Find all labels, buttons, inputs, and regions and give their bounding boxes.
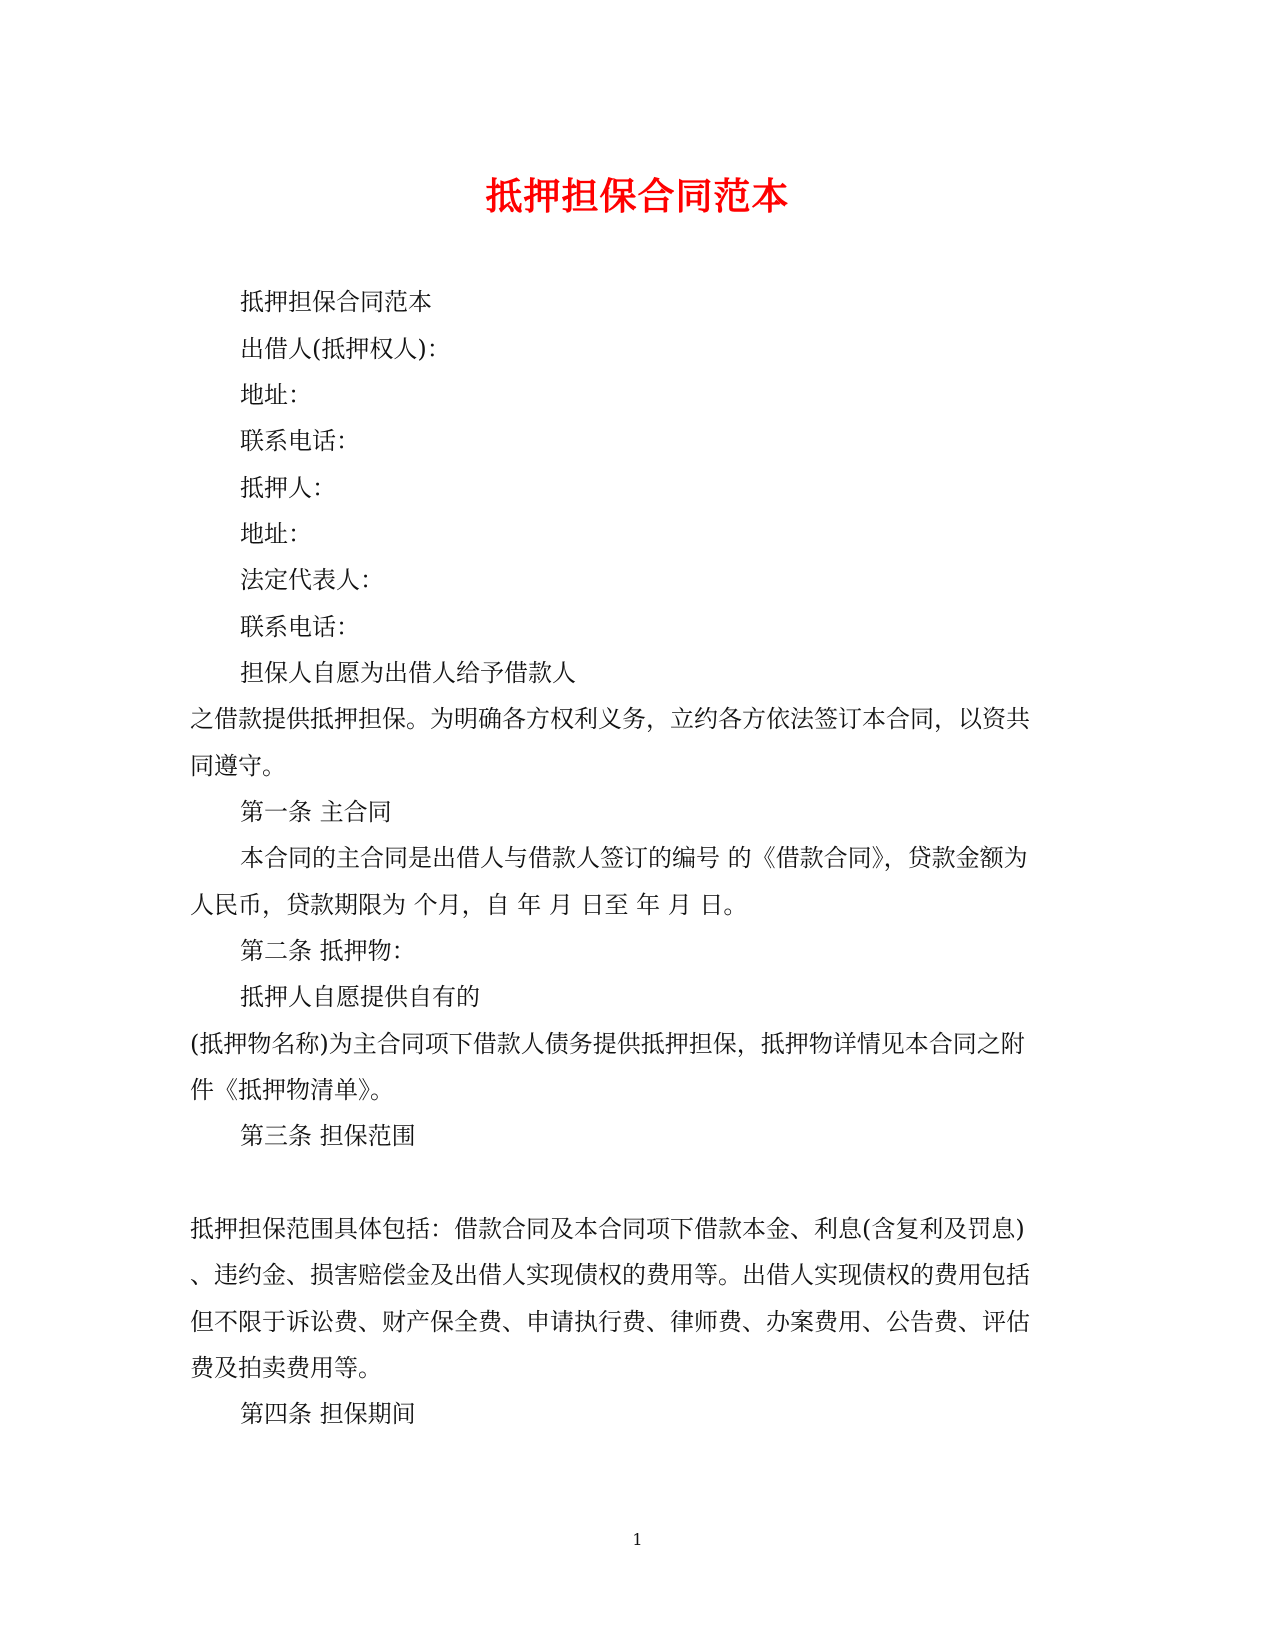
article-2-line-3: 件《抵押物清单》。 [190, 1076, 394, 1104]
article-3-line-1: 抵押担保范围具体包括：借款合同及本合同项下借款本金、利息(含复利及罚息) [190, 1215, 1025, 1243]
article-2-heading: 第二条 抵押物： [240, 937, 416, 965]
article-4-heading: 第四条 担保期间 [240, 1400, 416, 1428]
lender-phone-line: 联系电话： [240, 427, 360, 455]
lender-address-line: 地址： [240, 381, 312, 409]
article-3-line-2: 、违约金、损害赔偿金及出借人实现债权的费用等。出借人实现债权的费用包括 [190, 1261, 1030, 1289]
subtitle-line: 抵押担保合同范本 [240, 288, 432, 316]
mortgagor-address-line: 地址： [240, 520, 312, 548]
article-1-line-1: 本合同的主合同是出借人与借款人签订的编号 的《借款合同》，贷款金额为 [240, 844, 1028, 872]
preamble-line-3: 同遵守。 [190, 752, 286, 780]
mortgagor-phone-line: 联系电话： [240, 613, 360, 641]
article-1-line-2: 人民币，贷款期限为 个月，自 年 月 日至 年 月 日。 [190, 891, 748, 919]
article-2-line-2: (抵押物名称)为主合同项下借款人债务提供抵押担保，抵押物详情见本合同之附 [190, 1030, 1025, 1058]
preamble-line-2: 之借款提供抵押担保。为明确各方权利义务，立约各方依法签订本合同，以资共 [190, 705, 1030, 733]
document-title: 抵押担保合同范本 [485, 174, 790, 218]
legal-representative-line: 法定代表人： [240, 566, 384, 594]
preamble-line-1: 担保人自愿为出借人给予借款人 [240, 659, 576, 687]
article-3-heading: 第三条 担保范围 [240, 1122, 416, 1150]
lender-line: 出借人(抵押权人)： [240, 335, 451, 363]
mortgagor-line: 抵押人： [240, 474, 336, 502]
article-2-line-1: 抵押人自愿提供自有的 [240, 983, 480, 1011]
article-3-line-3: 但不限于诉讼费、财产保全费、申请执行费、律师费、办案费用、公告费、评估 [190, 1308, 1030, 1336]
article-3-line-4: 费及拍卖费用等。 [190, 1354, 382, 1382]
article-1-heading: 第一条 主合同 [240, 798, 392, 826]
page-number: 1 [632, 1530, 643, 1549]
